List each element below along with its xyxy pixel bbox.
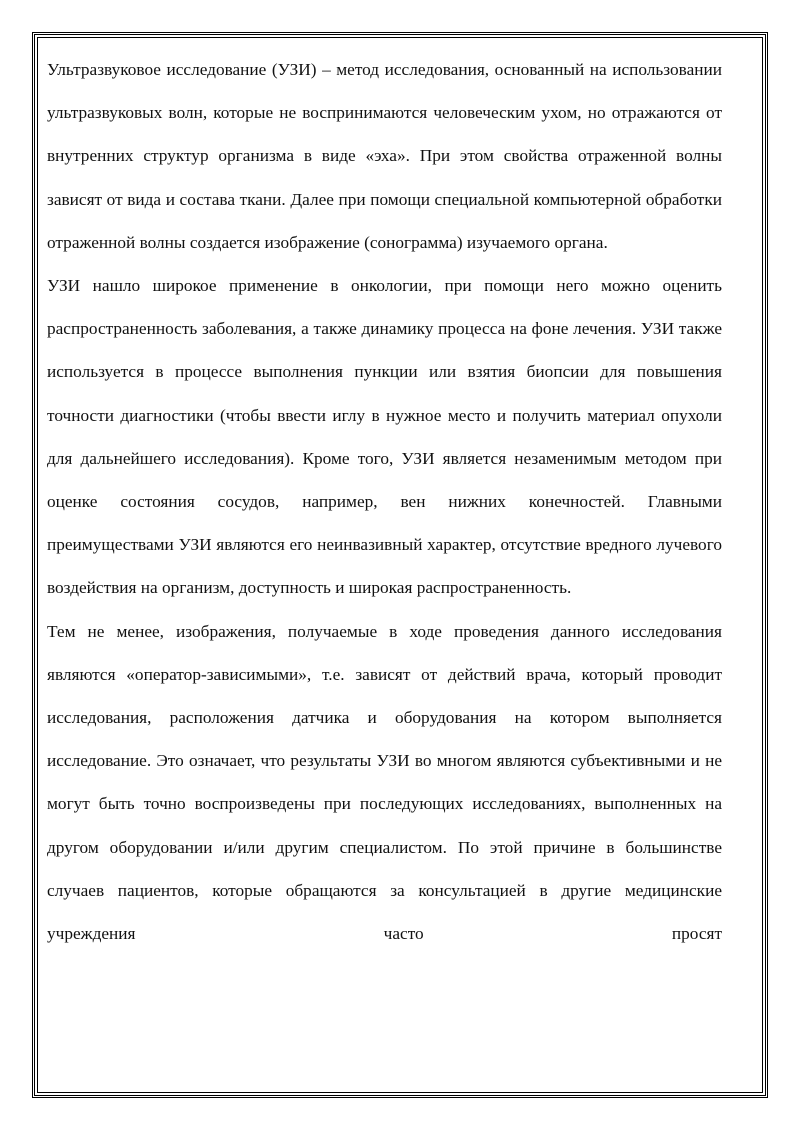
paragraph-uzi-operator-dependence: Тем не менее, изображения, получаемые в ходе проведения данного исследования являются «оператор-зависимыми», т.е. зависят от действий врача, который проводит исследования, расположения датчика и оборудования на котором выполняется исследование. Это означает, что результаты УЗИ во многом являются субъективными и не могут быть точно воспроизведены при последующих исследованиях, выполненных на другом оборудовании и/или другим специалистом. По этой причине в большинстве случаев пациентов, которые обращаются за консультацией в другие медицинские учреждения часто просят — [47, 621, 722, 944]
paragraph-uzi-definition: Ультразвуковое исследование (УЗИ) – метод исследования, основанный на использовании ультразвуковых волн, которые не воспринимаются человеческим ухом, но отражаются от внутренних структур организма в виде «эха». При этом свойства отраженной волны зависят от вида и состава ткани. Далее при помощи специальной компьютерной обработки отраженной волны создается изображение (сонограмма) изучаемого органа. — [47, 60, 722, 252]
document-body — [47, 48, 722, 955]
paragraph-uzi-oncology: УЗИ нашло широкое применение в онкологии, при помощи него можно оценить распространенность заболевания, а также динамику процесса на фоне лечения. УЗИ также используется в процессе выполнения пункции или взятия биопсии для повышения точности диагностики (чтобы ввести иглу в нужное место и получить материал опухоли для дальнейшего исследования). Кроме того, УЗИ является незаменимым методом при оценке состояния сосудов, например, вен нижних конечностей. Главными преимуществами УЗИ являются его неинвазивный характер, отсутствие вредного лучевого воздействия на организм, доступность и широкая распространенность. — [47, 276, 722, 598]
